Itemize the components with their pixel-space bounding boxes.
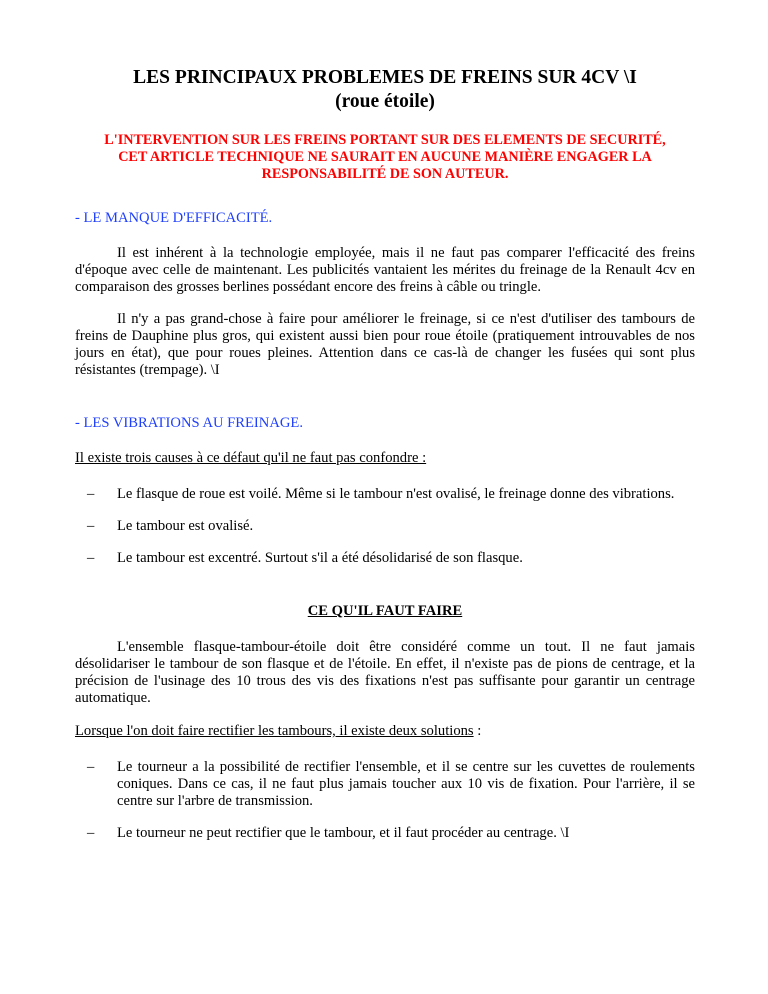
disclaimer-line-1: L'INTERVENTION SUR LES FREINS PORTANT SUR DES ELEMENTS DE SECURITÉ, (104, 132, 666, 148)
list-item (75, 825, 695, 842)
dash-bullet: – (87, 825, 95, 841)
safety-disclaimer (75, 132, 695, 183)
disclaimer-line-3: RESPONSABILITÉ DE SON AUTEUR. (261, 166, 509, 182)
solutions-list (75, 759, 695, 842)
disclaimer-line-2: CET ARTICLE TECHNIQUE NE SAURAIT EN AUCUNE MANIÈRE ENGAGER LA (118, 149, 652, 165)
list-item-text: Le flasque de roue est voilé. Même si le tambour n'est ovalisé, le freinage donne des vibrations. (117, 486, 675, 502)
what-to-do-paragraph: L'ensemble flasque-tambour-étoile doit être considéré comme un tout. Il ne faut jamais désolidariser le tambour de son flasque et de l'étoile. En effet, il n'existe pas de pions de centrage, et la précision de l'usinage des 10 trous des vis des fixations n'est pas suffisante pour garantir un centrage automatique. (75, 639, 695, 706)
solutions-intro-underlined: Lorsque l'on doit faire rectifier les tambours, il existe deux solutions (75, 723, 474, 739)
list-item (75, 550, 695, 567)
title-line-1: LES PRINCIPAUX PROBLEMES DE FREINS SUR 4CV \I (133, 67, 637, 88)
dash-bullet: – (87, 486, 95, 502)
section-heading-efficiency: - LE MANQUE D'EFFICACITÉ. (75, 210, 273, 226)
section-heading-vibrations: - LES VIBRATIONS AU FREINAGE. (75, 415, 303, 431)
document-title (75, 66, 695, 114)
list-item-text: Le tourneur a la possibilité de rectifier l'ensemble, et il se centre sur les cuvettes de roulements coniques. Dans ce cas, il ne faut plus jamais toucher aux 10 vis de fixation. Pour l'arrière, il se centre sur l'arbre de transmission. (117, 759, 695, 809)
solutions-intro-suffix: : (473, 723, 482, 739)
vibration-causes-list (75, 486, 695, 567)
efficiency-paragraph-2: Il n'y a pas grand-chose à faire pour améliorer le freinage, si ce n'est d'utiliser des tambours de freins de Dauphine plus gros, qui existent aussi bien pour roue étoile (pratiquement introuvables de nos jours en état), que pour roues pleines. Attention dans ce cas-là de changer les fusées qui sont plus résistantes (trempage). \I (75, 311, 695, 378)
vibrations-intro: Il existe trois causes à ce défaut qu'il ne faut pas confondre : (75, 450, 427, 466)
list-item-text: Le tourneur ne peut rectifier que le tambour, et il faut procéder au centrage. \I (117, 825, 570, 841)
list-item-text: Le tambour est excentré. Surtout s'il a été désolidarisé de son flasque. (117, 550, 523, 566)
dash-bullet: – (87, 550, 95, 566)
efficiency-paragraph-1: Il est inhérent à la technologie employée, mais il ne faut pas comparer l'efficacité des freins d'époque avec celle de maintenant. Les publicités vantaient les mérites du freinage de la Renault 4cv en comparaison des grosses berlines possédant encore des freins à câble ou tringle. (75, 245, 695, 295)
solutions-intro (75, 723, 695, 740)
section-heading-what-to-do: CE QU'IL FAUT FAIRE (307, 603, 463, 619)
dash-bullet: – (87, 518, 95, 534)
list-item (75, 518, 695, 535)
list-item (75, 486, 695, 503)
dash-bullet: – (87, 759, 95, 775)
title-line-2: (roue étoile) (335, 91, 435, 112)
list-item-text: Le tambour est ovalisé. (117, 518, 254, 534)
list-item (75, 759, 695, 810)
document-page (75, 0, 695, 857)
